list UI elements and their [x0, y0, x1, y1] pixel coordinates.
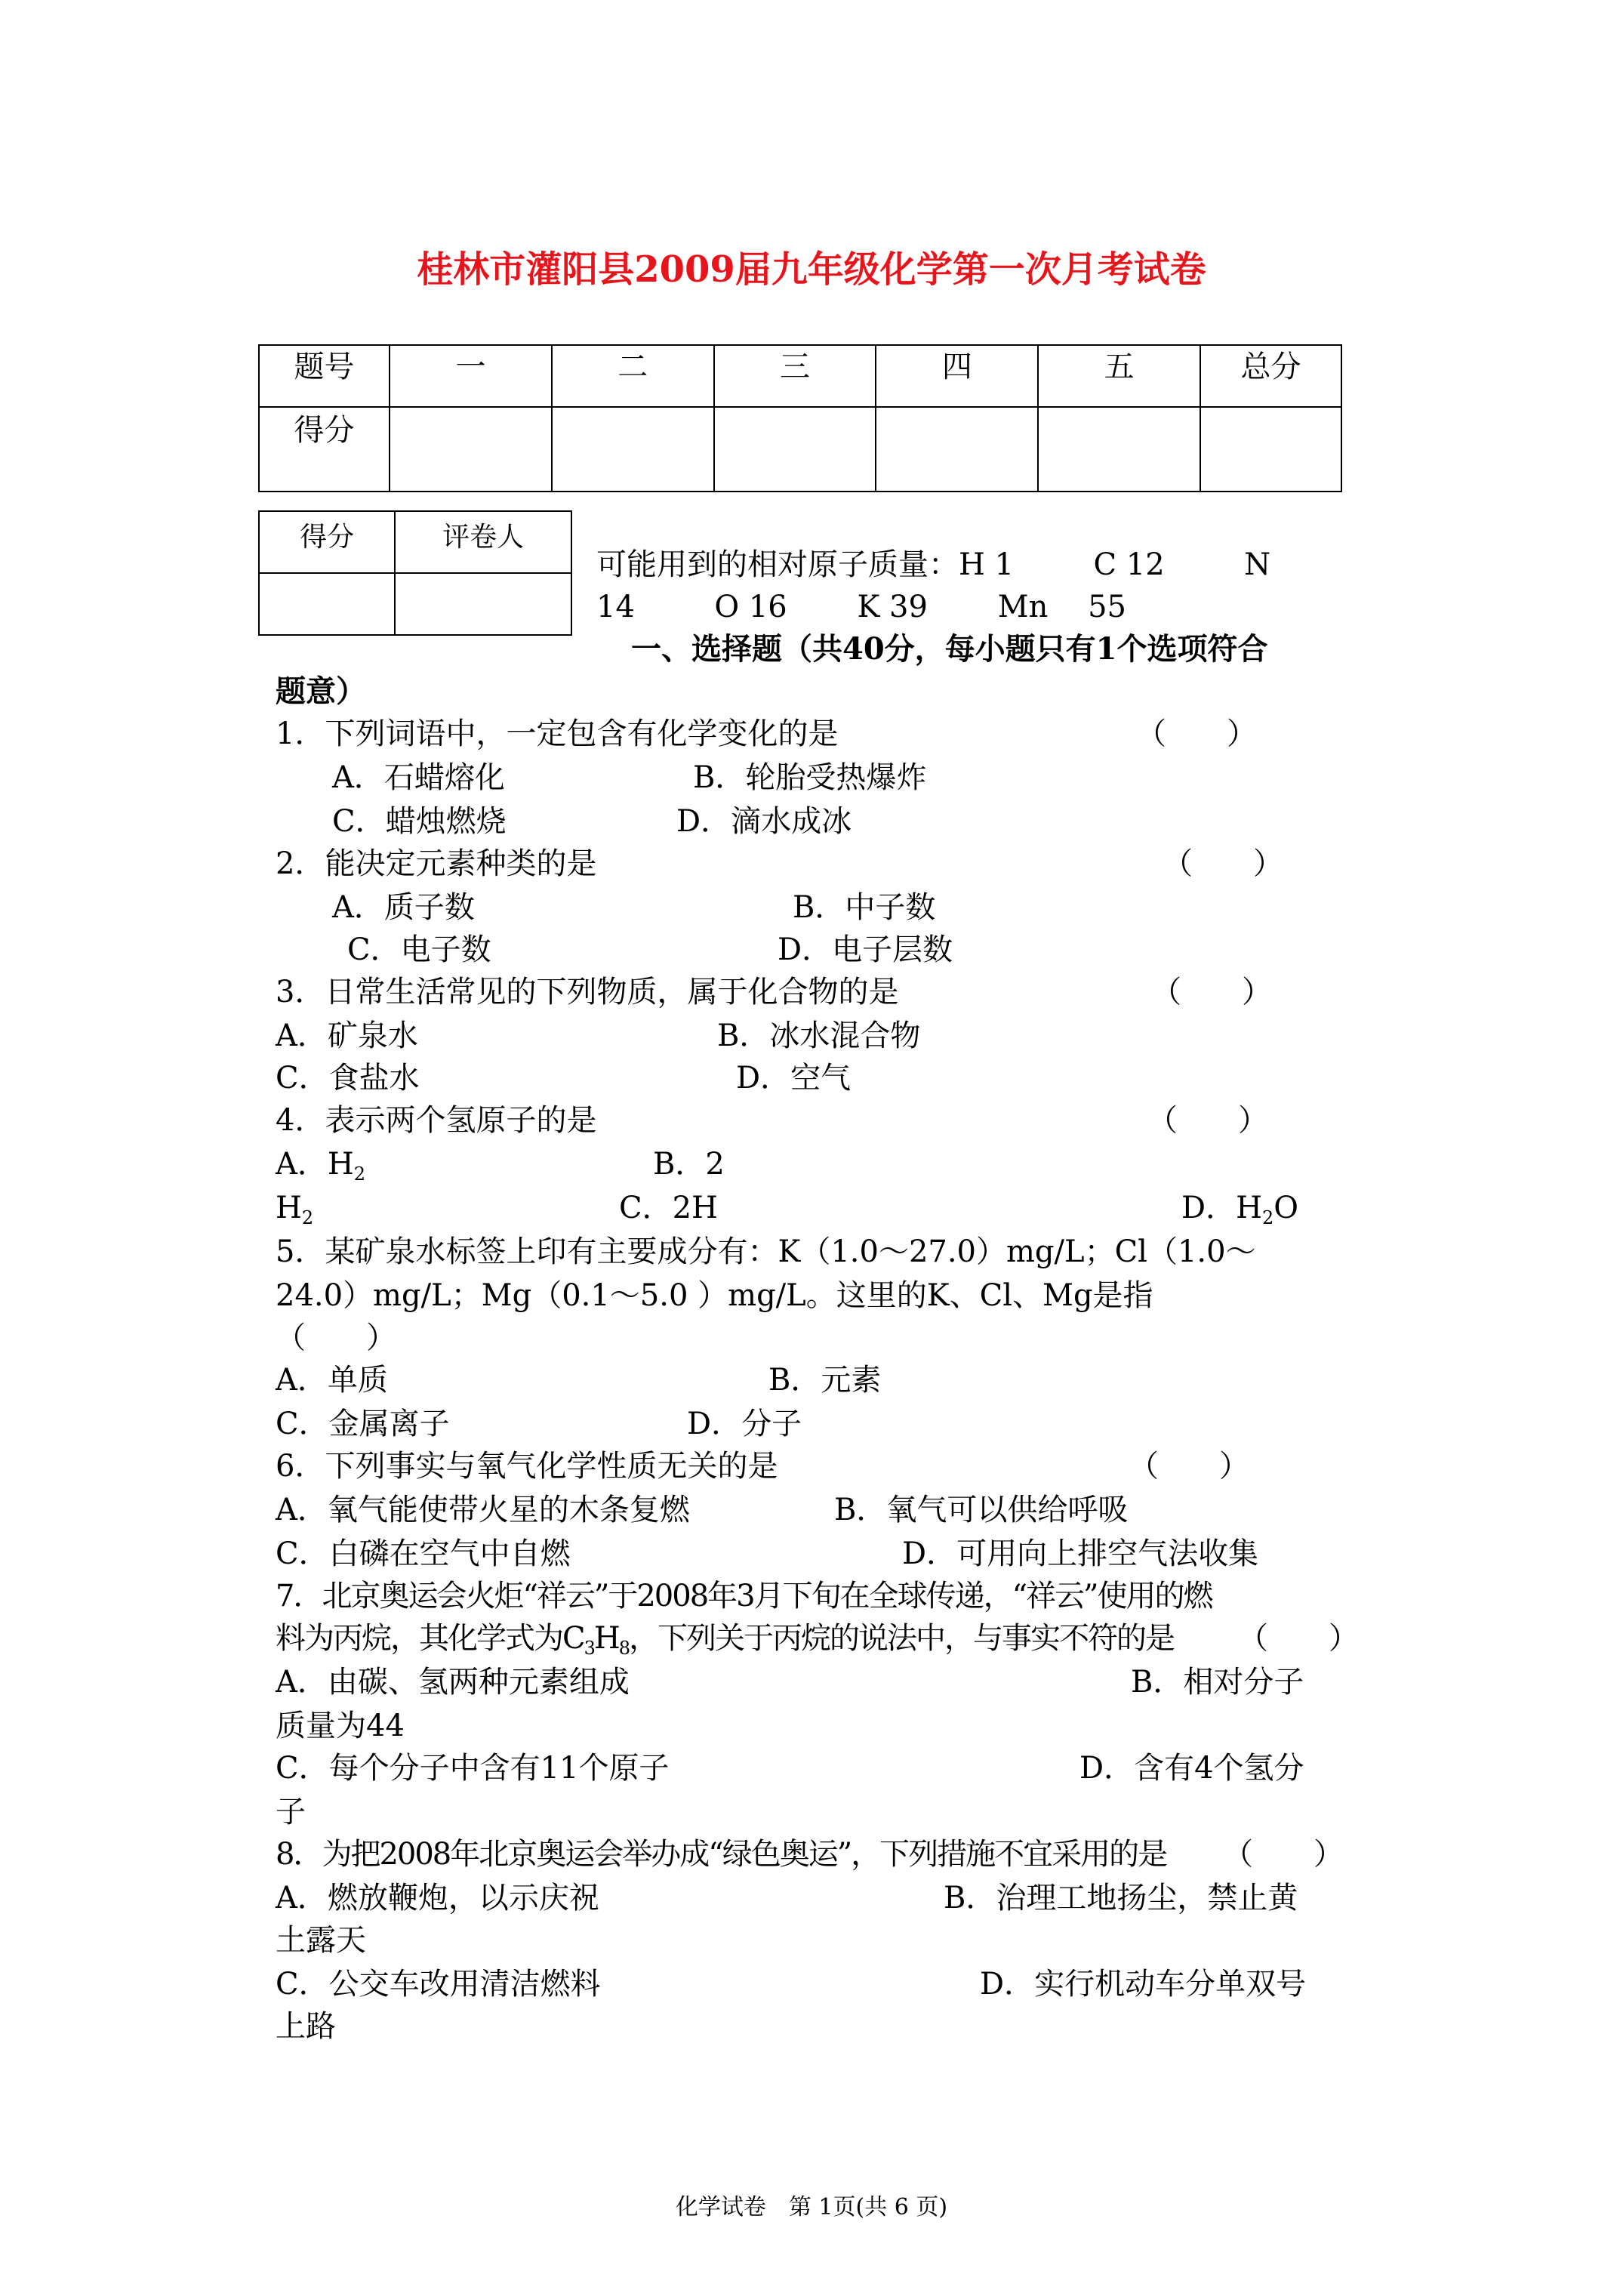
- question-7-option-b[interactable]: B．相对分子: [1131, 1665, 1304, 1700]
- question-6-stem: 6．下列事实与氧气化学性质无关的是: [276, 1449, 778, 1484]
- question-2-option-a[interactable]: A．质子数: [332, 890, 475, 925]
- score-header-cell: 题号: [259, 345, 390, 407]
- question-6-option-c[interactable]: C．白磷在空气中自燃: [276, 1536, 571, 1571]
- score-header-cell: 一: [390, 345, 552, 407]
- question-7-stem-cont: [276, 1617, 1174, 1660]
- question-3-option-b[interactable]: B．冰水混合物: [717, 1019, 921, 1053]
- question-4-stem: 4．表示两个氢原子的是: [276, 1103, 597, 1138]
- question-7-option-b-cont: 质量为44: [276, 1709, 405, 1743]
- question-4-answer-blank[interactable]: （ ）: [1147, 1103, 1268, 1138]
- subscript: 3: [584, 1638, 594, 1659]
- score-header-cell: 三: [714, 345, 876, 407]
- question-2-option-d[interactable]: D．电子层数: [778, 932, 953, 967]
- question-5-stem-cont: 24.0）mg/L；Mg（0.1～5.0 ）mg/L。这里的K、Cl、Mg是指: [276, 1278, 1153, 1313]
- score-cell[interactable]: [876, 407, 1038, 492]
- question-2-option-c[interactable]: C．电子数: [347, 932, 491, 967]
- question-6-option-a[interactable]: A．氧气能使带火星的木条复燃: [276, 1493, 690, 1527]
- option-a-text: A．H: [276, 1147, 354, 1182]
- stem-text: 料为丙烷，其化学式为C: [276, 1621, 584, 1656]
- question-3-answer-blank[interactable]: （ ）: [1151, 975, 1272, 1009]
- question-7-option-a[interactable]: A．由碳、氢两种元素组成: [276, 1665, 630, 1700]
- question-5-option-b[interactable]: B．元素: [768, 1363, 882, 1398]
- question-6-option-b[interactable]: B．氧气可以供给呼吸: [834, 1493, 1129, 1527]
- exam-title: 桂林市灌阳县2009届九年级化学第一次月考试卷: [417, 248, 1206, 291]
- question-8-option-a[interactable]: A．燃放鞭炮，以示庆祝: [276, 1881, 599, 1915]
- question-6-option-d[interactable]: D．可用向上排空气法收集: [902, 1536, 1259, 1571]
- stem-text: H: [593, 1621, 619, 1656]
- question-2-answer-blank[interactable]: （ ）: [1163, 846, 1283, 881]
- question-1-option-c[interactable]: C．蜡烛燃烧: [332, 804, 507, 839]
- section-heading: 一、选择题（共40分，每小题只有1个选项符合: [631, 631, 1268, 667]
- question-1-option-b[interactable]: B．轮胎受热爆炸: [693, 760, 927, 795]
- grader-table: [258, 510, 572, 636]
- score-header-cell: 二: [552, 345, 714, 407]
- question-7-option-d-cont: 子: [276, 1795, 306, 1829]
- question-8-stem: 8．为把2008年北京奥运会举办成“绿色奥运”，下列措施不宜采用的是: [276, 1837, 1167, 1872]
- question-4-option-a[interactable]: [276, 1143, 365, 1185]
- score-cell[interactable]: [390, 407, 552, 492]
- question-4-option-b-cont[interactable]: [276, 1187, 313, 1229]
- question-5-answer-blank[interactable]: （ ）: [276, 1321, 396, 1355]
- question-7-option-d[interactable]: D．含有4个氢分: [1079, 1751, 1304, 1786]
- option-d-text-end: O: [1273, 1191, 1299, 1225]
- question-5-option-c[interactable]: C．金属离子: [276, 1407, 450, 1441]
- grader-score-cell[interactable]: [259, 573, 395, 635]
- page-footer: 化学试卷 第 1页(共 6 页): [675, 2194, 948, 2220]
- question-4-option-d[interactable]: [1181, 1187, 1298, 1229]
- score-cell[interactable]: [714, 407, 876, 492]
- question-1-option-d[interactable]: D．滴水成冰: [676, 804, 852, 839]
- question-1-answer-blank[interactable]: （ ）: [1136, 717, 1257, 751]
- score-cell[interactable]: [1038, 407, 1200, 492]
- question-3-option-a[interactable]: A．矿泉水: [276, 1019, 418, 1053]
- subscript: 2: [301, 1207, 314, 1228]
- subscript: 8: [618, 1638, 630, 1659]
- question-5-option-d[interactable]: D．分子: [687, 1407, 802, 1441]
- question-3-option-d[interactable]: D．空气: [736, 1061, 852, 1096]
- subscript: 2: [1261, 1207, 1274, 1228]
- grader-score-header: 得分: [259, 511, 395, 573]
- question-7-answer-blank[interactable]: （ ）: [1238, 1621, 1359, 1656]
- section-heading-cont: 题意）: [276, 673, 366, 709]
- question-8-answer-blank[interactable]: （ ）: [1223, 1837, 1344, 1872]
- score-row-label: 得分: [259, 407, 390, 492]
- subscript: 2: [353, 1163, 366, 1185]
- question-8-option-c[interactable]: C．公交车改用清洁燃料: [276, 1967, 601, 2002]
- question-1-option-a[interactable]: A．石蜡熔化: [332, 760, 505, 795]
- question-7-option-c[interactable]: C．每个分子中含有11个原子: [276, 1751, 670, 1786]
- score-table-score-row: [259, 407, 1341, 492]
- grader-name-cell[interactable]: [395, 573, 571, 635]
- question-8-option-d-cont: 上路: [276, 2009, 336, 2044]
- question-6-answer-blank[interactable]: （ ）: [1129, 1449, 1249, 1484]
- score-table-header-row: [259, 345, 1341, 407]
- score-header-cell: 总分: [1200, 345, 1341, 407]
- question-1-stem: 1．下列词语中，一定包含有化学变化的是: [276, 717, 839, 751]
- question-4-option-c[interactable]: C．2H: [619, 1191, 718, 1225]
- stem-text: ，下列关于丙烷的说法中，与事实不符的是: [629, 1621, 1175, 1656]
- grader-name-header: 评卷人: [395, 511, 571, 573]
- question-7-stem: 7．北京奥运会火炬“祥云”于2008年3月下旬在全球传递，“祥云”使用的燃: [276, 1579, 1212, 1613]
- score-header-cell: 四: [876, 345, 1038, 407]
- question-2-option-b[interactable]: B．中子数: [793, 890, 936, 925]
- question-5-option-a[interactable]: A．单质: [276, 1363, 388, 1398]
- question-2-stem: 2．能决定元素种类的是: [276, 846, 597, 881]
- atomic-mass-line1: 可能用到的相对原子质量：H 1 C 12 N: [596, 547, 1271, 582]
- atomic-mass-line2: 14 O 16 K 39 Mn 55: [596, 590, 1126, 624]
- score-header-cell: 五: [1038, 345, 1200, 407]
- question-8-option-b[interactable]: B．治理工地扬尘，禁止黄: [944, 1881, 1298, 1915]
- question-5-stem: 5．某矿泉水标签上印有主要成分有：K（1.0～27.0）mg/L；Cl（1.0～: [276, 1234, 1256, 1269]
- score-table: [258, 344, 1342, 492]
- score-cell[interactable]: [552, 407, 714, 492]
- question-8-option-d[interactable]: D．实行机动车分单双号: [980, 1967, 1307, 2002]
- option-d-text: D．H: [1181, 1191, 1262, 1225]
- question-3-stem: 3．日常生活常见的下列物质，属于化合物的是: [276, 975, 899, 1009]
- option-b-text: H: [276, 1191, 302, 1225]
- score-cell[interactable]: [1200, 407, 1341, 492]
- question-4-option-b[interactable]: B．2: [653, 1147, 725, 1182]
- question-3-option-c[interactable]: C．食盐水: [276, 1061, 420, 1096]
- question-8-option-b-cont: 土露天: [276, 1923, 366, 1958]
